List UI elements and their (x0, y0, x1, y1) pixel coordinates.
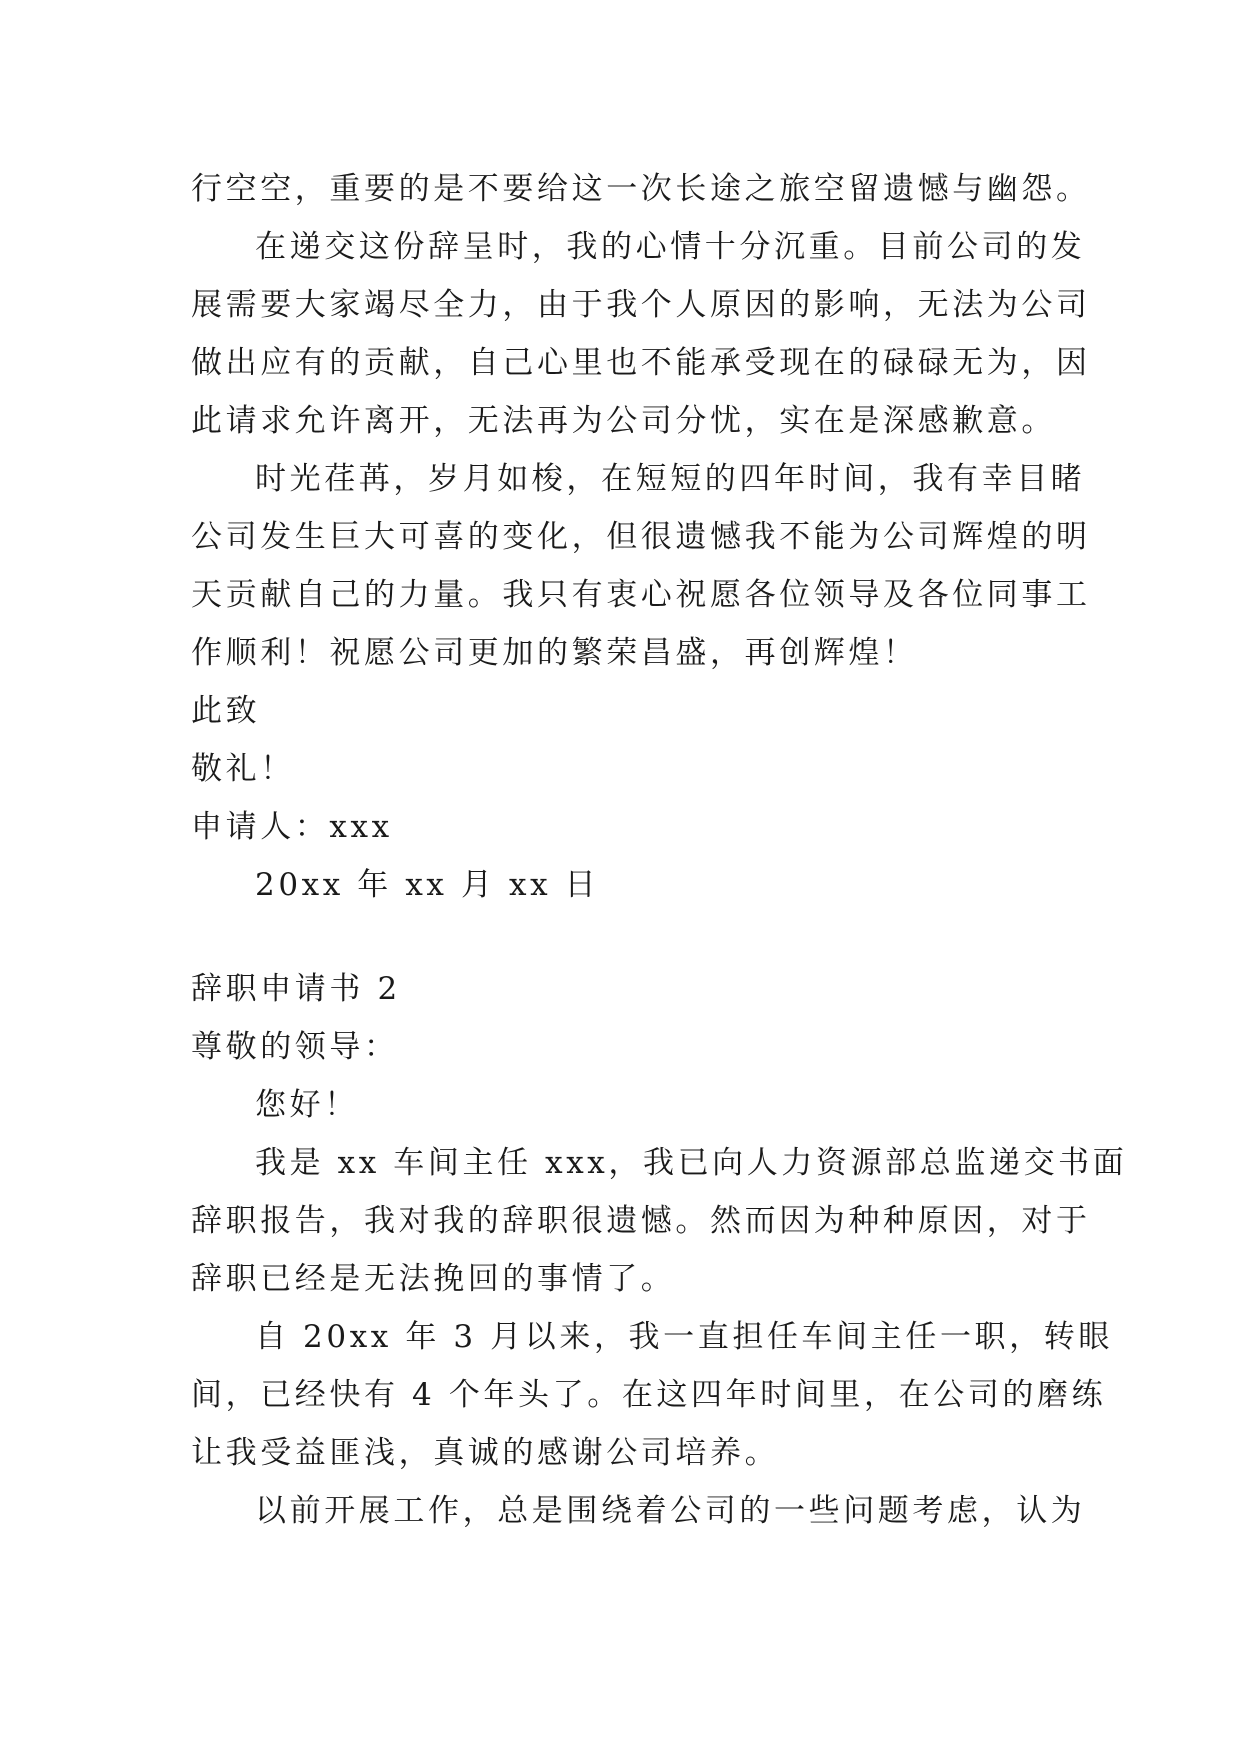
section-spacer (191, 914, 1071, 960)
text-line: 展需要大家竭尽全力，由于我个人原因的影响，无法为公司 (191, 287, 1091, 323)
text-line: 做出应有的贡献，自己心里也不能承受现在的碌碌无为，因 (191, 345, 1091, 381)
text-line: 作顺利！祝愿公司更加的繁荣昌盛，再创辉煌！ (191, 635, 918, 671)
text-line: 辞职报告，我对我的辞职很遗憾。然而因为种种原因，对于 (191, 1203, 1091, 1239)
text-line: 让我受益匪浅，真诚的感谢公司培养。 (191, 1435, 780, 1471)
text-line: 时光荏苒，岁月如梭，在短短的四年时间，我有幸目睹 (255, 461, 1086, 497)
text-line: 行空空，重要的是不要给这一次长途之旅空留遗憾与幽怨。 (191, 171, 1091, 207)
text-line: 自 20xx 年 3 月以来，我一直担任车间主任一职，转眼 (255, 1319, 1113, 1355)
text-line: 我是 xx 车间主任 xxx，我已向人力资源部总监递交书面 (255, 1145, 1128, 1181)
text-line: 您好！ (255, 1087, 359, 1123)
text-line: 20xx 年 xx 月 xx 日 (255, 867, 600, 903)
text-line: 此致 (191, 693, 261, 729)
text-line: 敬礼！ (191, 751, 295, 787)
text-line: 申请人：xxx (191, 809, 393, 845)
text-line: 在递交这份辞呈时，我的心情十分沉重。目前公司的发 (255, 229, 1086, 265)
text-line: 辞职申请书 2 (191, 971, 401, 1007)
text-line: 此请求允许离开，无法再为公司分忧，实在是深感歉意。 (191, 403, 1056, 439)
document-body (191, 160, 1128, 1540)
text-line: 间，已经快有 4 个年头了。在这四年时间里，在公司的磨练 (191, 1377, 1107, 1413)
text-line: 以前开展工作，总是围绕着公司的一些问题考虑，认为 (255, 1493, 1086, 1529)
text-line: 尊敬的领导： (191, 1029, 399, 1065)
text-line: 辞职已经是无法挽回的事情了。 (191, 1261, 676, 1297)
text-line: 公司发生巨大可喜的变化，但很遗憾我不能为公司辉煌的明 (191, 519, 1091, 555)
text-line: 天贡献自己的力量。我只有衷心祝愿各位领导及各位同事工 (191, 577, 1091, 613)
